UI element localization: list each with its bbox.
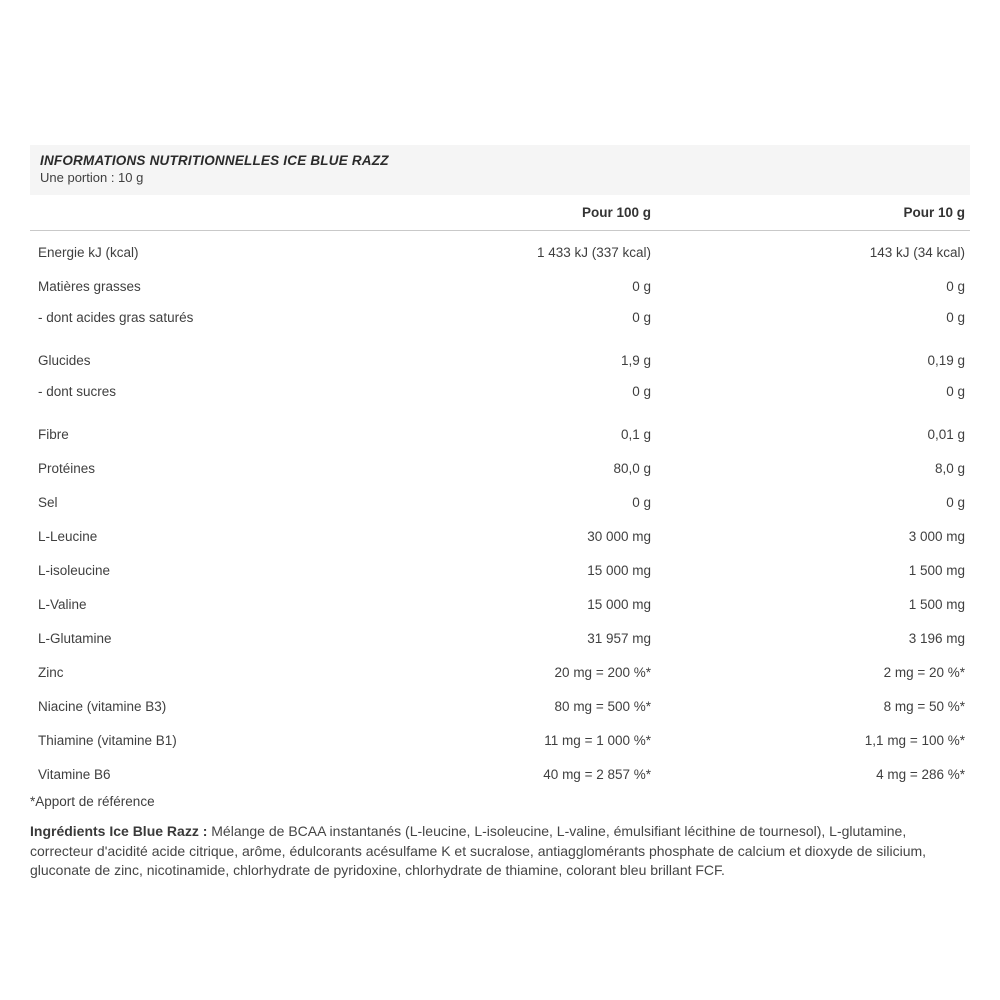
row-value-per-10g: 1,1 mg = 100 %*: [864, 732, 965, 748]
reference-intake-footnote: *Apport de référence: [30, 794, 155, 809]
table-row-l-valine: [30, 587, 970, 621]
row-label: L-Leucine: [38, 528, 98, 544]
row-value-per-100g: 11 mg = 1 000 %*: [544, 732, 651, 748]
row-label: L-Valine: [38, 596, 87, 612]
row-label: - dont acides gras saturés: [38, 310, 194, 325]
ingredients-label: Ingrédients Ice Blue Razz :: [30, 823, 208, 839]
row-value-per-10g: 0 g: [946, 494, 965, 510]
table-row-niacine: [30, 689, 970, 723]
table-row-proteines: [30, 451, 970, 485]
row-value-per-10g: 143 kJ (34 kcal): [869, 244, 965, 260]
row-value-per-100g: 20 mg = 200 %*: [554, 664, 651, 680]
row-value-per-10g: 3 000 mg: [908, 528, 965, 544]
row-value-per-10g: 0 g: [946, 278, 965, 294]
row-label: Energie kJ (kcal): [38, 244, 139, 260]
row-label: L-Glutamine: [38, 630, 112, 646]
column-header-per-100g: Pour 100 g: [581, 205, 651, 220]
table-row-l-isoleucine: [30, 553, 970, 587]
table-row-sucres: [30, 377, 970, 406]
row-value-per-10g: 8,0 g: [934, 460, 965, 476]
row-label: Vitamine B6: [38, 766, 111, 782]
row-value-per-100g: 30 000 mg: [587, 528, 651, 544]
row-label: Zinc: [38, 664, 64, 680]
row-value-per-100g: 15 000 mg: [587, 596, 651, 612]
nutrition-panel: [30, 145, 970, 881]
row-label: Thiamine (vitamine B1): [38, 732, 177, 748]
table-row-energie: [30, 235, 970, 269]
row-label: Fibre: [38, 426, 69, 442]
row-label: Niacine (vitamine B3): [38, 698, 167, 714]
row-value-per-100g: 31 957 mg: [587, 630, 651, 646]
table-row-l-leucine: [30, 519, 970, 553]
row-value-per-10g: 0 g: [946, 384, 965, 399]
row-value-per-10g: 3 196 mg: [908, 630, 965, 646]
row-value-per-100g: 0 g: [632, 310, 651, 325]
row-label: Protéines: [38, 460, 96, 476]
row-value-per-10g: 1 500 mg: [908, 562, 965, 578]
row-value-per-100g: 0,1 g: [620, 426, 651, 442]
panel-title: INFORMATIONS NUTRITIONNELLES ICE BLUE RAZZ: [40, 153, 389, 168]
row-value-per-100g: 1 433 kJ (337 kcal): [536, 244, 651, 260]
row-value-per-100g: 0 g: [632, 494, 651, 510]
row-value-per-10g: 2 mg = 20 %*: [883, 664, 965, 680]
nutrition-table-body: [30, 231, 970, 791]
row-value-per-10g: 1 500 mg: [908, 596, 965, 612]
table-row-matieres-grasses: [30, 269, 970, 303]
column-header-per-10g: Pour 10 g: [903, 205, 965, 220]
table-row-vitamine-b6: [30, 757, 970, 791]
table-row-glucides: [30, 343, 970, 377]
row-value-per-100g: 0 g: [632, 278, 651, 294]
row-value-per-10g: 0,19 g: [927, 352, 965, 368]
row-label: Matières grasses: [38, 278, 141, 294]
table-row-sel: [30, 485, 970, 519]
row-value-per-10g: 0,01 g: [927, 426, 965, 442]
table-row-zinc: [30, 655, 970, 689]
row-value-per-10g: 8 mg = 50 %*: [883, 698, 965, 714]
ingredients-text: Mélange de BCAA instantanés (L-leucine, L-isoleucine, L-valine, émulsifiant lécithine de tournesol), L-glutamine, correcteur d'acidité acide citrique, arôme, édulcorants acésulfame K et sucralose, antiagglomérants phosphate de calcium et dioxyde de silicium, gluconate de zinc, nicotinamide, chlorhydrate de pyridoxine, chlorhydrate de thiamine, colorant bleu brillant FCF.: [30, 823, 927, 878]
row-value-per-100g: 80 mg = 500 %*: [554, 698, 651, 714]
row-value-per-100g: 1,9 g: [620, 352, 651, 368]
row-value-per-100g: 40 mg = 2 857 %*: [543, 766, 651, 782]
column-header-row: [30, 195, 970, 231]
panel-header: [30, 145, 970, 195]
row-value-per-10g: 0 g: [946, 310, 965, 325]
row-value-per-10g: 4 mg = 286 %*: [876, 766, 965, 782]
row-value-per-100g: 15 000 mg: [587, 562, 651, 578]
ingredients-paragraph: [30, 822, 970, 881]
row-label: L-isoleucine: [38, 562, 111, 578]
row-label: Glucides: [38, 352, 91, 368]
table-row-acides-gras-satures: [30, 303, 970, 332]
row-value-per-100g: 0 g: [632, 384, 651, 399]
serving-size: Une portion : 10 g: [40, 170, 144, 185]
table-row-fibre: [30, 417, 970, 451]
table-row-thiamine: [30, 723, 970, 757]
row-label: Sel: [38, 494, 58, 510]
table-row-l-glutamine: [30, 621, 970, 655]
row-value-per-100g: 80,0 g: [613, 460, 651, 476]
row-label: - dont sucres: [38, 384, 117, 399]
